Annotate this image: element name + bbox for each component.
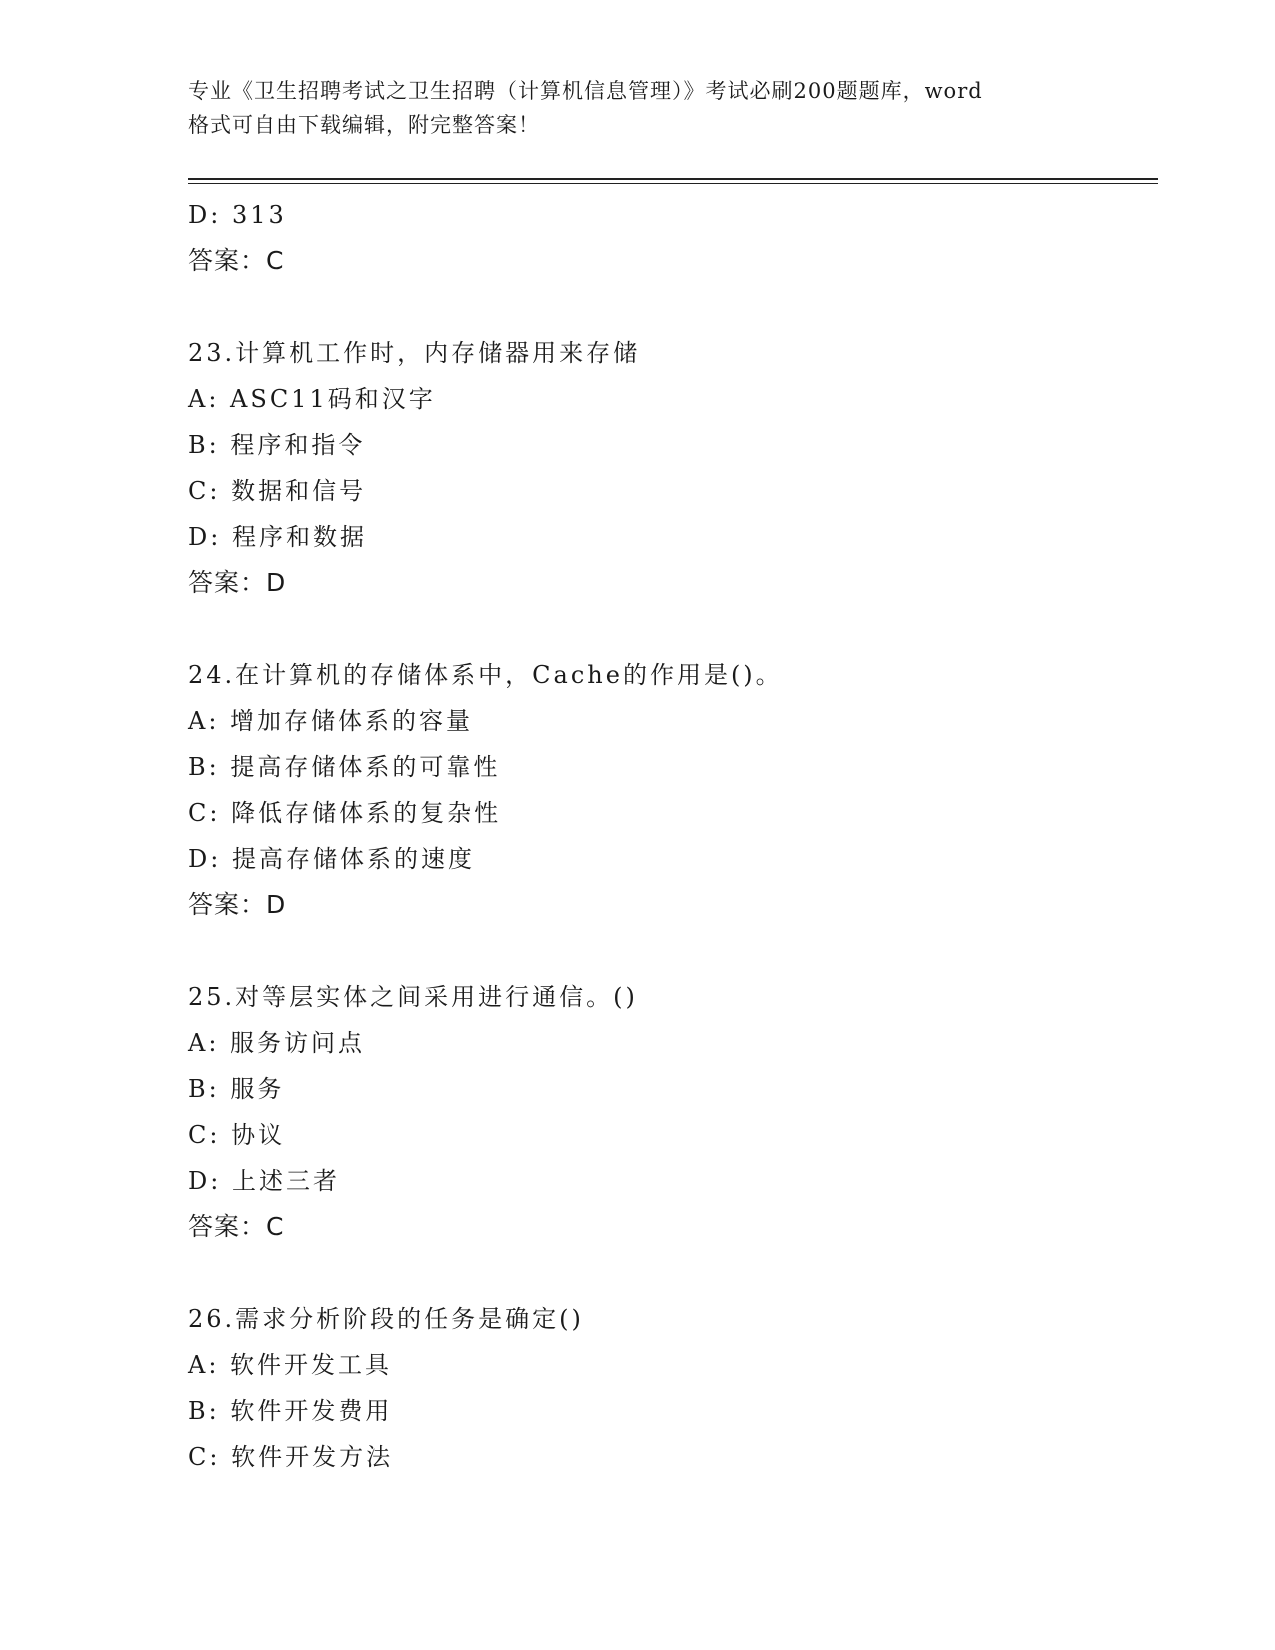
question-stem: 24.在计算机的存储体系中，Cache的作用是()。 <box>188 661 783 689</box>
option-c: C: 数据和信号 <box>188 477 367 505</box>
header-divider-thin <box>188 183 1158 184</box>
document-header <box>188 74 1108 142</box>
option-d: D: 上述三者 <box>188 1167 340 1195</box>
prev-answer: 答案：C <box>188 246 285 275</box>
option-b: B: 服务 <box>188 1075 285 1103</box>
spacer <box>188 1250 1148 1296</box>
option-a: A: 增加存储体系的容量 <box>188 707 474 735</box>
option-a: A: ASC11码和汉字 <box>188 385 436 413</box>
spacer <box>188 928 1148 974</box>
option-b: B: 程序和指令 <box>188 431 366 459</box>
question-stem: 23.计算机工作时，内存储器用来存储 <box>188 339 641 367</box>
question-23 <box>188 330 1148 606</box>
header-line-1: 专业《卫生招聘考试之卫生招聘（计算机信息管理）》考试必刷200题题库，word <box>188 79 983 103</box>
option-a: A: 服务访问点 <box>188 1029 366 1057</box>
spacer <box>188 606 1148 652</box>
question-stem: 25.对等层实体之间采用进行通信。() <box>188 983 638 1011</box>
option-a: A: 软件开发工具 <box>188 1351 393 1379</box>
question-stem: 26.需求分析阶段的任务是确定() <box>188 1305 584 1333</box>
header-line-2: 格式可自由下载编辑，附完整答案！ <box>188 113 540 137</box>
answer: 答案：D <box>188 890 287 919</box>
option-c: C: 软件开发方法 <box>188 1443 394 1471</box>
header-divider-thick <box>188 178 1158 180</box>
option-d: D: 提高存储体系的速度 <box>188 845 475 873</box>
option-d: D: 程序和数据 <box>188 523 367 551</box>
option-b: B: 软件开发费用 <box>188 1397 393 1425</box>
option-b: B: 提高存储体系的可靠性 <box>188 753 501 781</box>
question-25 <box>188 974 1148 1250</box>
question-24 <box>188 652 1148 928</box>
answer: 答案：C <box>188 1212 285 1241</box>
question-26 <box>188 1296 1148 1480</box>
prev-option-d: D: 313 <box>188 201 287 229</box>
spacer <box>188 284 1148 330</box>
option-c: C: 降低存储体系的复杂性 <box>188 799 502 827</box>
option-c: C: 协议 <box>188 1121 286 1149</box>
question-list <box>188 192 1148 1480</box>
answer: 答案：D <box>188 568 287 597</box>
